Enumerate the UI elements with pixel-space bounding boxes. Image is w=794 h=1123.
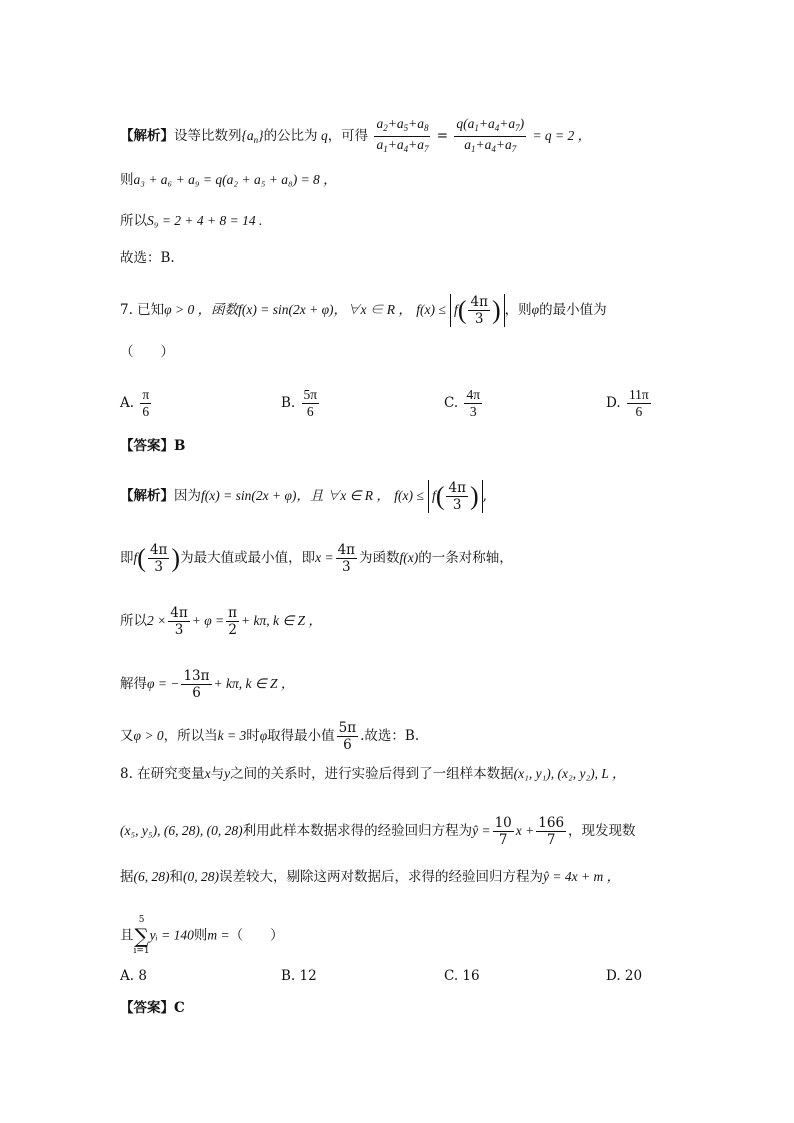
q7-solution-line-4: 解得φ = − $\frac{13\pi}{6}$ + kπ, k ∈ Z ， bbox=[120, 668, 295, 701]
q7-solution-line-2: 即f( $\frac{4\pi}{3}$ )为最大值或最小值，即x = $\frac{4\pi}{3}$ 为函数f(x)的一条对称轴， bbox=[120, 542, 513, 575]
q7-solution-line-3: 所以2 × $\frac{4\pi}{3}$ + φ = $\frac{\pi}{2}$ + kπ, k ∈ Z ， bbox=[120, 605, 322, 638]
q7-option-d: D. $\frac{11\pi}{6}$ bbox=[606, 387, 649, 419]
q8-option-d: D. 20 bbox=[606, 968, 643, 984]
q7-stem: 7. 已知φ > 0 ，函数f(x) = sin(2x + φ)，∀x ∈ R ， f(x) ≤ f( $\frac{4\pi}{3}$ ) ，则φ的最小值为 bbox=[120, 294, 607, 327]
summation-sign: 5 ∑ i=1 bbox=[133, 915, 150, 956]
q7-option-a: A. $\frac{\pi}{6}$ bbox=[120, 387, 150, 419]
q8-answer: 【答案】C bbox=[120, 1000, 185, 1016]
q8-option-b: B. 12 bbox=[281, 968, 317, 984]
q7-option-c: C. $\frac{4\pi}{3}$ bbox=[444, 387, 481, 419]
q6-solution-line-1: 【解析】设等比数列$\{a_n\}$的公比为 q，可得 $\frac{a_2+a_5+a_8}{a_1+a_4+a_7}$ = $\frac{q(a_1+a_4+a_7)}{a_1+a_4+a_7}$ = q = 2 ， bbox=[120, 116, 592, 154]
q7-solution-line-5: 又φ > 0，所以当k = 3时φ取得最小值 $\frac{5\pi}{6}$ .故选：B. bbox=[120, 720, 420, 753]
q7-solution-line-1: 【解析】因为f(x) = sin(2x + φ)，且 ∀x ∈ R ， f(x) ≤ f( $\frac{4\pi}{3}$ ) , bbox=[120, 480, 487, 513]
q8-option-a: A. 8 bbox=[120, 968, 147, 984]
q8-option-c: C. 16 bbox=[444, 968, 480, 984]
q8-stem-line-4: 且 5 ∑ i=1 yᵢ = 140则m =（ ） bbox=[120, 915, 284, 956]
q8-stem-line-1: 8. 在研究变量x与y之间的关系时，进行实验后得到了一组样本数据(x₁, y₁), (x₂, y₂), L ， bbox=[120, 766, 626, 782]
q8-stem-line-3: 据(6, 28)和(0, 28)误差较大，剔除这两对数据后，求得的经验回归方程为ŷ = 4x + m ， bbox=[120, 869, 621, 885]
q7-option-b: B. $\frac{5\pi}{6}$ bbox=[281, 387, 318, 419]
q6-conclusion: 故选：B. bbox=[120, 250, 175, 266]
q8-stem-line-2: (x₅, y₅), (6, 28), (0, 28)利用此样本数据求得的经验回归方程为ŷ = $\frac{10}{7}$ x + $\frac{166}{7}$ ，现发现数 bbox=[120, 815, 636, 848]
analysis-tag: 【解析】 bbox=[120, 128, 174, 144]
q7-answer: 【答案】B bbox=[120, 438, 186, 454]
q6-solution-line-2: 则a₃ + a₆ + a₉ = q(a₂ + a₅ + a₈) = 8 ， bbox=[120, 172, 337, 188]
q6-solution-line-3: 所以S₉ = 2 + 4 + 8 = 14 . bbox=[120, 213, 263, 229]
q7-answer-paren: （ ） bbox=[120, 344, 174, 360]
